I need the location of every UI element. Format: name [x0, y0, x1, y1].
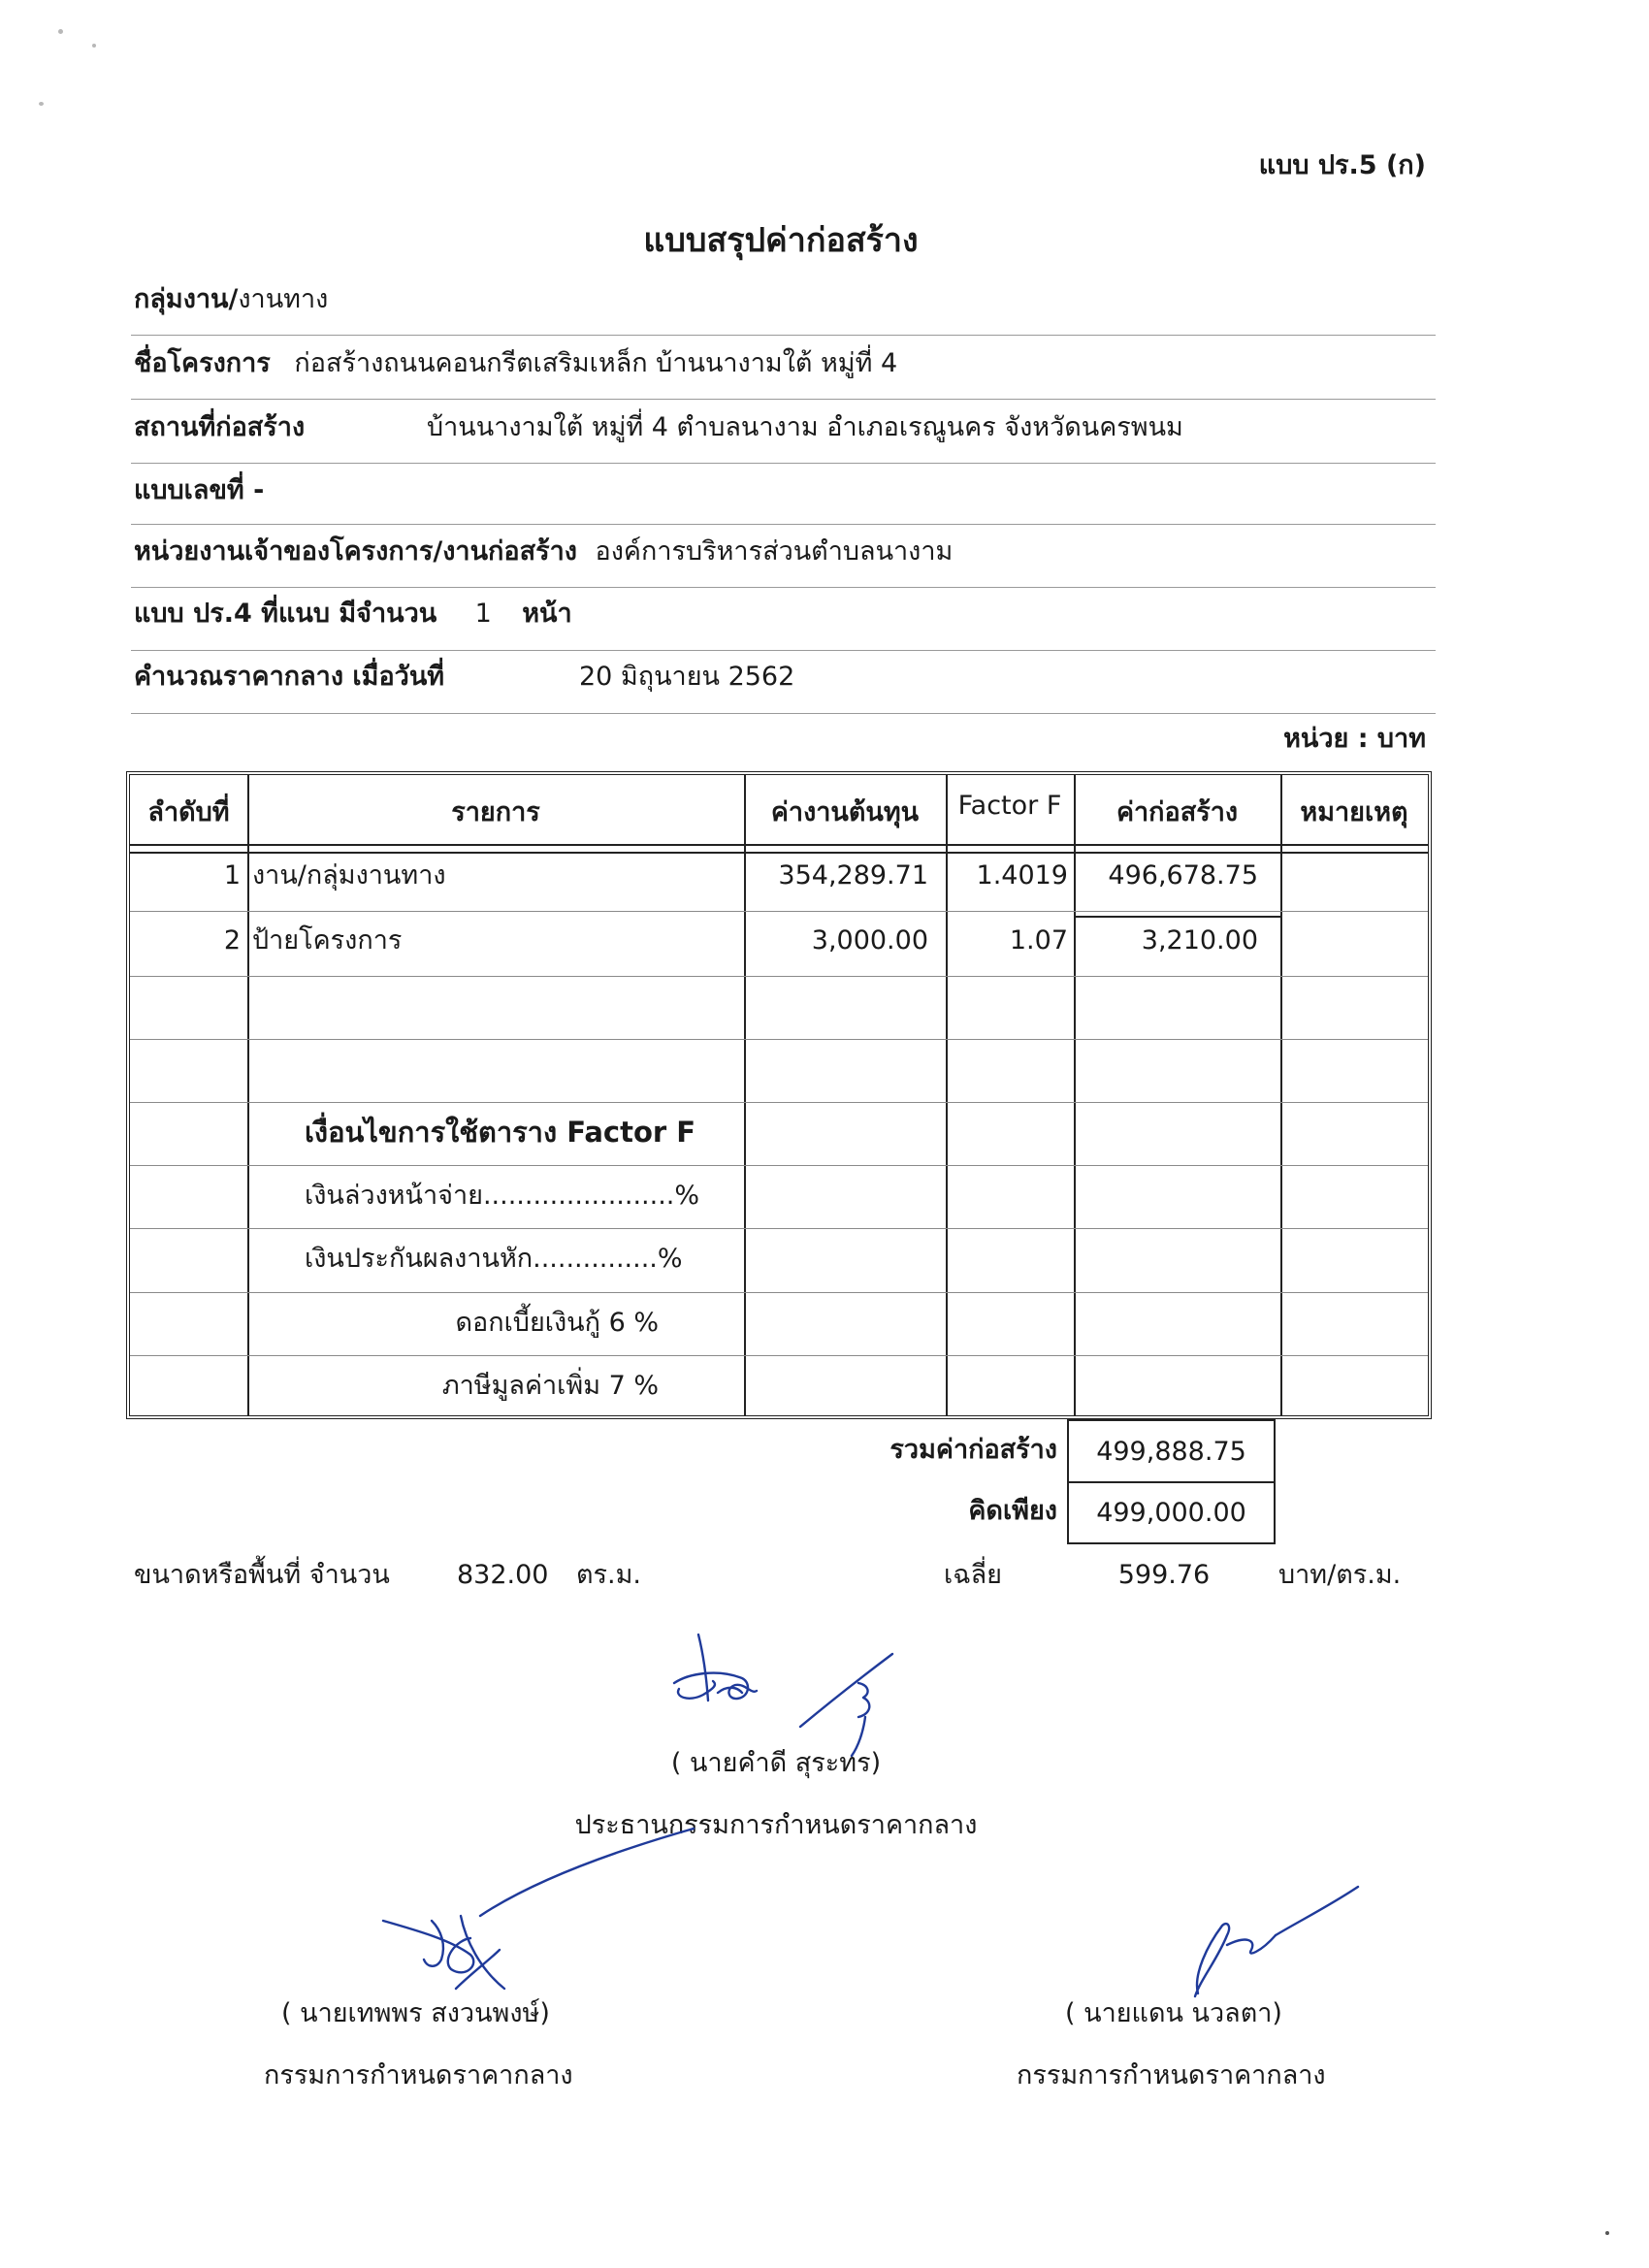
group-label: กลุ่มงาน/ — [134, 284, 239, 314]
attach-count: 1 — [474, 599, 492, 629]
column-divider — [247, 775, 249, 1415]
project-field — [134, 346, 897, 381]
row-divider — [130, 1039, 1428, 1040]
header-item: รายการ — [451, 797, 540, 827]
area-label: ขนาดหรือพื้นที่ จำนวน — [134, 1560, 390, 1590]
total-box — [1067, 1419, 1276, 1544]
calc-date-label: คำนวณราคากลาง เมื่อวันที่ — [134, 662, 445, 692]
row-divider — [130, 911, 1428, 912]
divider — [131, 463, 1436, 464]
row-1-no: 1 — [223, 860, 241, 891]
row-divider — [130, 976, 1428, 977]
condition-guarantee: เงินประกันผลงานหัก...............% — [305, 1244, 683, 1274]
chair-name: ( นายคำดี สุระทร) — [670, 1748, 882, 1778]
average-value: 599.76 — [1117, 1560, 1211, 1590]
attach-label: แบบ ปร.4 ที่แนบ มีจำนวน — [134, 599, 437, 629]
header-cost: ค่างานต้นทุน — [770, 797, 920, 827]
project-value: ก่อสร้างถนนคอนกรีตเสริมเหล็ก บ้านนางามใต้ หมู่ที่ 4 — [294, 348, 898, 378]
row-1-construction: 496,678.75 — [1108, 860, 1258, 891]
page-title: แบบสรุปค่าก่อสร้าง — [643, 221, 919, 260]
column-divider — [1280, 775, 1282, 1415]
row-divider — [130, 1102, 1428, 1103]
owner-label: หน่วยงานเจ้าของโครงการ/งานก่อสร้าง — [134, 536, 577, 567]
scan-speck — [1605, 2231, 1609, 2235]
project-label: ชื่อโครงการ — [134, 348, 271, 378]
group-value: งานทาง — [238, 284, 329, 314]
subtotal-underline — [1074, 916, 1280, 918]
scan-speck — [92, 44, 96, 48]
area-value: 832.00 — [457, 1560, 549, 1590]
condition-advance: เงินล่วงหน้าจ่าย.......................% — [305, 1181, 700, 1211]
area-unit: ตร.ม. — [576, 1560, 641, 1590]
location-label: สถานที่ก่อสร้าง — [134, 412, 306, 442]
header-factor: Factor F — [957, 791, 1062, 821]
row-1-item: งาน/กลุ่มงานทาง — [252, 860, 446, 891]
member2-name: ( นายแดน นวลตา) — [1065, 1998, 1282, 2028]
divider — [131, 650, 1436, 651]
scan-speck — [58, 29, 63, 34]
location-value: บ้านนางามใต้ หมู่ที่ 4 ตำบลนางาม อำเภอเรณูนคร จังหวัดนครพนม — [427, 412, 1183, 442]
member2-role: กรรมการกำหนดราคากลาง — [1017, 2060, 1326, 2090]
row-1-factor: 1.4019 — [976, 860, 1068, 891]
cost-summary-table — [126, 771, 1432, 1419]
row-2-no: 2 — [223, 925, 241, 956]
header-note: หมายเหตุ — [1300, 797, 1408, 827]
divider — [131, 524, 1436, 525]
unit-label: หน่วย : บาท — [1283, 724, 1426, 754]
attach-field — [134, 597, 572, 632]
header-divider — [130, 844, 1428, 854]
total-label: รวมค่าก่อสร้าง — [889, 1435, 1057, 1465]
rounded-value: 499,000.00 — [1096, 1498, 1246, 1528]
row-divider — [130, 1292, 1428, 1293]
rounded-label: คิดเพียง — [968, 1496, 1057, 1526]
member1-name: ( นายเทพพร สงวนพงษ์) — [281, 1998, 550, 2028]
plan-number-label: แบบเลขที่ - — [134, 475, 265, 505]
header-no: ลำดับที่ — [147, 797, 230, 827]
attach-pages-label: หน้า — [522, 599, 572, 629]
form-code: แบบ ปร.5 (ก) — [1258, 150, 1426, 180]
total-box-divider — [1069, 1481, 1274, 1483]
row-2-factor: 1.07 — [1009, 925, 1068, 956]
divider — [131, 399, 1436, 400]
total-value: 499,888.75 — [1096, 1437, 1246, 1467]
member1-role: กรรมการกำหนดราคากลาง — [264, 2060, 573, 2090]
calc-date-value: 20 มิถุนายน 2562 — [579, 662, 795, 692]
divider — [131, 713, 1436, 714]
chair-role: ประธานกรรมการกำหนดราคากลาง — [574, 1810, 978, 1840]
member2-signature — [1154, 1882, 1368, 2008]
row-divider — [130, 1355, 1428, 1356]
group-field — [134, 282, 328, 317]
row-divider — [130, 1165, 1428, 1166]
divider — [131, 335, 1436, 336]
average-unit: บาท/ตร.ม. — [1278, 1560, 1402, 1590]
owner-field — [134, 535, 953, 569]
divider — [131, 587, 1436, 588]
chair-signature — [660, 1625, 912, 1761]
row-1-cost: 354,289.71 — [778, 860, 928, 891]
conditions-title: เงื่อนไขการใช้ตาราง Factor F — [305, 1116, 696, 1149]
average-label: เฉลี่ย — [944, 1560, 1002, 1590]
member1-signature — [373, 1824, 703, 1998]
header-construction: ค่าก่อสร้าง — [1116, 797, 1239, 827]
scan-speck — [39, 102, 44, 106]
condition-interest: ดอกเบี้ยเงินกู้ 6 % — [455, 1308, 659, 1338]
row-divider — [130, 1228, 1428, 1229]
row-2-construction: 3,210.00 — [1141, 925, 1258, 956]
condition-vat: ภาษีมูลค่าเพิ่ม 7 % — [441, 1371, 659, 1401]
row-2-cost: 3,000.00 — [811, 925, 928, 956]
row-2-item: ป้ายโครงการ — [252, 925, 403, 956]
owner-value: องค์การบริหารส่วนตำบลนางาม — [595, 536, 954, 567]
